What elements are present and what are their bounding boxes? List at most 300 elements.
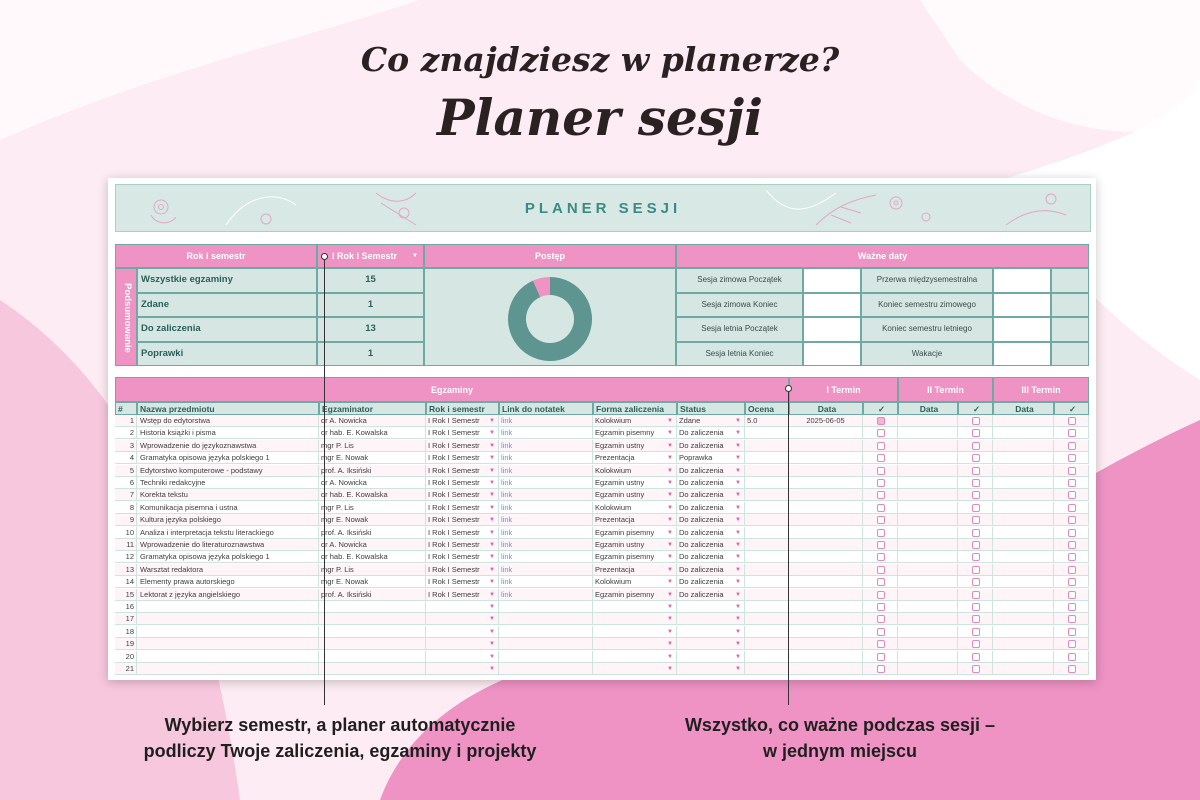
check-cell[interactable] [1054, 564, 1089, 576]
form-cell[interactable] [593, 452, 677, 464]
checkbox[interactable] [1068, 454, 1076, 462]
checkbox[interactable] [972, 429, 980, 437]
form-cell[interactable] [593, 440, 677, 452]
checkbox[interactable] [877, 566, 885, 574]
date-cell[interactable] [993, 638, 1054, 650]
date-cell[interactable] [898, 477, 958, 489]
checkbox[interactable] [1068, 491, 1076, 499]
link-cell[interactable] [499, 477, 593, 489]
checkbox[interactable] [877, 454, 885, 462]
date-cell[interactable] [789, 551, 863, 563]
date-cell[interactable] [993, 477, 1054, 489]
check-cell[interactable] [1054, 638, 1089, 650]
link-cell[interactable] [499, 415, 593, 427]
checkbox[interactable] [1068, 541, 1076, 549]
grade-cell[interactable] [745, 551, 789, 563]
status-cell[interactable] [677, 452, 745, 464]
check-cell[interactable] [1054, 601, 1089, 613]
check-cell[interactable] [863, 589, 898, 601]
link-cell[interactable] [499, 440, 593, 452]
check-cell[interactable] [863, 452, 898, 464]
form-cell[interactable] [593, 589, 677, 601]
date-cell[interactable] [993, 551, 1054, 563]
checkbox[interactable] [972, 615, 980, 623]
form-cell[interactable] [593, 527, 677, 539]
check-cell[interactable] [863, 613, 898, 625]
year-cell[interactable] [426, 415, 499, 427]
check-cell[interactable] [958, 539, 993, 551]
check-cell[interactable] [1054, 663, 1089, 675]
date-cell[interactable] [993, 527, 1054, 539]
form-cell[interactable] [593, 477, 677, 489]
form-cell[interactable] [593, 551, 677, 563]
form-cell[interactable] [593, 613, 677, 625]
checkbox[interactable] [972, 591, 980, 599]
checkbox[interactable] [1068, 566, 1076, 574]
checkbox[interactable] [1068, 467, 1076, 475]
year-cell[interactable] [426, 489, 499, 501]
grade-cell[interactable] [745, 564, 789, 576]
check-cell[interactable] [958, 502, 993, 514]
check-cell[interactable] [958, 601, 993, 613]
form-cell[interactable] [593, 651, 677, 663]
date-cell[interactable] [993, 502, 1054, 514]
status-cell[interactable] [677, 527, 745, 539]
checkbox[interactable] [877, 442, 885, 450]
checkbox[interactable] [877, 615, 885, 623]
checkbox[interactable] [1068, 529, 1076, 537]
year-cell[interactable] [426, 564, 499, 576]
link-cell[interactable] [499, 576, 593, 588]
checkbox[interactable] [877, 553, 885, 561]
year-cell[interactable] [426, 514, 499, 526]
grade-cell[interactable] [745, 465, 789, 477]
date-cell[interactable] [789, 477, 863, 489]
checkbox[interactable] [1068, 504, 1076, 512]
link-cell[interactable] [499, 502, 593, 514]
checkbox[interactable] [972, 553, 980, 561]
check-cell[interactable] [958, 452, 993, 464]
grade-cell[interactable] [745, 489, 789, 501]
check-cell[interactable] [958, 415, 993, 427]
check-cell[interactable] [958, 589, 993, 601]
year-cell[interactable] [426, 551, 499, 563]
link-cell[interactable] [499, 589, 593, 601]
checkbox[interactable] [877, 516, 885, 524]
checkbox[interactable] [877, 640, 885, 648]
check-cell[interactable] [958, 514, 993, 526]
date-cell[interactable] [789, 589, 863, 601]
date-cell[interactable] [898, 564, 958, 576]
check-cell[interactable] [1054, 415, 1089, 427]
date-cell[interactable] [898, 589, 958, 601]
checkbox[interactable] [877, 541, 885, 549]
status-cell[interactable] [677, 465, 745, 477]
status-cell[interactable] [677, 514, 745, 526]
checkbox[interactable] [972, 653, 980, 661]
grade-cell[interactable] [745, 477, 789, 489]
date-cell[interactable] [993, 440, 1054, 452]
check-cell[interactable] [958, 477, 993, 489]
check-cell[interactable] [863, 440, 898, 452]
form-cell[interactable] [593, 465, 677, 477]
checkbox[interactable] [1068, 553, 1076, 561]
status-cell[interactable] [677, 489, 745, 501]
checkbox[interactable] [1068, 603, 1076, 611]
checkbox[interactable] [972, 454, 980, 462]
status-cell[interactable] [677, 415, 745, 427]
check-cell[interactable] [1054, 465, 1089, 477]
check-cell[interactable] [863, 427, 898, 439]
form-cell[interactable] [593, 415, 677, 427]
check-cell[interactable] [958, 427, 993, 439]
year-cell[interactable] [426, 502, 499, 514]
checkbox[interactable] [1068, 665, 1076, 673]
check-cell[interactable] [1054, 427, 1089, 439]
checkbox[interactable] [877, 529, 885, 537]
checkbox[interactable] [1068, 516, 1076, 524]
form-cell[interactable] [593, 427, 677, 439]
grade-cell[interactable] [745, 452, 789, 464]
checkbox[interactable] [877, 491, 885, 499]
status-cell[interactable] [677, 551, 745, 563]
check-cell[interactable] [1054, 440, 1089, 452]
check-cell[interactable] [958, 564, 993, 576]
date-cell[interactable] [993, 576, 1054, 588]
grade-cell[interactable] [745, 638, 789, 650]
date-input[interactable] [803, 293, 861, 318]
checkbox[interactable] [1068, 417, 1076, 425]
check-cell[interactable] [1054, 477, 1089, 489]
link-cell[interactable] [499, 514, 593, 526]
checkbox[interactable] [1068, 578, 1076, 586]
date-cell[interactable] [789, 502, 863, 514]
status-cell[interactable] [677, 663, 745, 675]
grade-cell[interactable] [745, 663, 789, 675]
status-cell[interactable] [677, 427, 745, 439]
date-input[interactable] [993, 342, 1051, 367]
date-input[interactable] [993, 268, 1051, 293]
link-cell[interactable] [499, 539, 593, 551]
date-cell[interactable] [898, 415, 958, 427]
status-cell[interactable] [677, 601, 745, 613]
status-cell[interactable] [677, 638, 745, 650]
grade-cell[interactable] [745, 527, 789, 539]
date-input[interactable] [803, 317, 861, 342]
checkbox[interactable] [1068, 479, 1076, 487]
date-cell[interactable] [898, 601, 958, 613]
checkbox[interactable] [972, 417, 980, 425]
date-cell[interactable] [898, 465, 958, 477]
checkbox[interactable] [1068, 429, 1076, 437]
date-cell[interactable] [789, 440, 863, 452]
checkbox[interactable] [877, 591, 885, 599]
check-cell[interactable] [863, 502, 898, 514]
year-semester-select[interactable] [317, 244, 424, 268]
year-cell[interactable] [426, 452, 499, 464]
date-cell[interactable] [898, 651, 958, 663]
link-cell[interactable] [499, 527, 593, 539]
date-cell[interactable] [789, 626, 863, 638]
check-cell[interactable] [1054, 626, 1089, 638]
check-cell[interactable] [958, 489, 993, 501]
link-cell[interactable] [499, 663, 593, 675]
status-cell[interactable] [677, 651, 745, 663]
year-cell[interactable] [426, 465, 499, 477]
check-cell[interactable] [958, 663, 993, 675]
checkbox[interactable] [972, 628, 980, 636]
date-cell[interactable] [993, 613, 1054, 625]
date-input[interactable] [993, 317, 1051, 342]
status-cell[interactable] [677, 576, 745, 588]
check-cell[interactable] [863, 651, 898, 663]
checkbox[interactable] [972, 516, 980, 524]
checkbox[interactable] [877, 479, 885, 487]
check-cell[interactable] [863, 551, 898, 563]
grade-cell[interactable] [745, 576, 789, 588]
date-cell[interactable] [789, 514, 863, 526]
check-cell[interactable] [1054, 489, 1089, 501]
checkbox[interactable] [972, 442, 980, 450]
year-cell[interactable] [426, 427, 499, 439]
date-cell[interactable] [993, 626, 1054, 638]
grade-cell[interactable] [745, 589, 789, 601]
date-cell[interactable] [993, 564, 1054, 576]
date-cell[interactable] [898, 452, 958, 464]
year-cell[interactable] [426, 651, 499, 663]
date-cell[interactable] [789, 527, 863, 539]
check-cell[interactable] [958, 651, 993, 663]
link-cell[interactable] [499, 613, 593, 625]
check-cell[interactable] [863, 564, 898, 576]
checkbox[interactable] [877, 653, 885, 661]
date-cell[interactable] [789, 539, 863, 551]
checkbox[interactable] [972, 566, 980, 574]
check-cell[interactable] [863, 539, 898, 551]
link-cell[interactable] [499, 465, 593, 477]
date-cell[interactable] [789, 489, 863, 501]
grade-cell[interactable] [745, 427, 789, 439]
check-cell[interactable] [958, 638, 993, 650]
checkbox[interactable] [972, 504, 980, 512]
date-cell[interactable] [993, 651, 1054, 663]
year-cell[interactable] [426, 663, 499, 675]
date-cell[interactable] [898, 514, 958, 526]
checkbox[interactable] [972, 467, 980, 475]
year-cell[interactable] [426, 527, 499, 539]
checkbox[interactable] [877, 578, 885, 586]
date-cell[interactable] [789, 663, 863, 675]
check-cell[interactable] [1054, 527, 1089, 539]
date-cell[interactable] [993, 427, 1054, 439]
form-cell[interactable] [593, 502, 677, 514]
date-cell[interactable] [993, 539, 1054, 551]
date-cell[interactable] [789, 613, 863, 625]
grade-cell[interactable] [745, 539, 789, 551]
date-input[interactable] [993, 293, 1051, 318]
check-cell[interactable] [863, 514, 898, 526]
date-cell[interactable] [789, 576, 863, 588]
date-cell[interactable] [993, 452, 1054, 464]
check-cell[interactable] [1054, 502, 1089, 514]
date-cell[interactable] [993, 489, 1054, 501]
grade-cell[interactable] [745, 415, 789, 427]
checkbox[interactable] [1068, 442, 1076, 450]
checkbox[interactable] [972, 578, 980, 586]
checkbox[interactable] [1068, 615, 1076, 623]
date-cell[interactable] [993, 663, 1054, 675]
form-cell[interactable] [593, 564, 677, 576]
date-cell[interactable] [898, 489, 958, 501]
date-cell[interactable] [898, 638, 958, 650]
check-cell[interactable] [863, 465, 898, 477]
check-cell[interactable] [863, 527, 898, 539]
year-cell[interactable] [426, 477, 499, 489]
check-cell[interactable] [863, 415, 898, 427]
year-cell[interactable] [426, 539, 499, 551]
date-cell[interactable] [993, 601, 1054, 613]
status-cell[interactable] [677, 539, 745, 551]
date-cell[interactable] [898, 427, 958, 439]
status-cell[interactable] [677, 613, 745, 625]
date-cell[interactable] [789, 427, 863, 439]
check-cell[interactable] [1054, 551, 1089, 563]
date-input[interactable] [803, 342, 861, 367]
status-cell[interactable] [677, 477, 745, 489]
year-cell[interactable] [426, 576, 499, 588]
date-cell[interactable] [993, 415, 1054, 427]
check-cell[interactable] [958, 465, 993, 477]
link-cell[interactable] [499, 601, 593, 613]
check-cell[interactable] [958, 527, 993, 539]
check-cell[interactable] [863, 489, 898, 501]
checkbox[interactable] [972, 491, 980, 499]
year-cell[interactable] [426, 613, 499, 625]
form-cell[interactable] [593, 576, 677, 588]
date-cell[interactable] [898, 440, 958, 452]
check-cell[interactable] [958, 613, 993, 625]
grade-cell[interactable] [745, 502, 789, 514]
link-cell[interactable] [499, 638, 593, 650]
status-cell[interactable] [677, 440, 745, 452]
date-cell[interactable] [898, 613, 958, 625]
check-cell[interactable] [958, 626, 993, 638]
year-cell[interactable] [426, 601, 499, 613]
check-cell[interactable] [1054, 613, 1089, 625]
form-cell[interactable] [593, 663, 677, 675]
date-cell[interactable] [898, 551, 958, 563]
checkbox[interactable] [972, 665, 980, 673]
link-cell[interactable] [499, 651, 593, 663]
checkbox[interactable] [877, 665, 885, 673]
grade-cell[interactable] [745, 651, 789, 663]
check-cell[interactable] [1054, 452, 1089, 464]
checkbox[interactable] [877, 467, 885, 475]
date-cell[interactable] [789, 564, 863, 576]
checkbox[interactable] [972, 603, 980, 611]
year-cell[interactable] [426, 440, 499, 452]
form-cell[interactable] [593, 626, 677, 638]
date-cell[interactable] [789, 638, 863, 650]
checkbox[interactable] [1068, 591, 1076, 599]
link-cell[interactable] [499, 564, 593, 576]
date-cell[interactable] [789, 651, 863, 663]
checkbox[interactable] [1068, 628, 1076, 636]
checkbox[interactable] [877, 628, 885, 636]
status-cell[interactable] [677, 564, 745, 576]
check-cell[interactable] [863, 663, 898, 675]
checkbox[interactable] [972, 479, 980, 487]
check-cell[interactable] [1054, 514, 1089, 526]
checkbox[interactable] [1068, 653, 1076, 661]
check-cell[interactable] [863, 601, 898, 613]
checkbox[interactable] [877, 429, 885, 437]
check-cell[interactable] [863, 576, 898, 588]
form-cell[interactable] [593, 514, 677, 526]
grade-cell[interactable] [745, 514, 789, 526]
year-cell[interactable] [426, 638, 499, 650]
check-cell[interactable] [863, 638, 898, 650]
check-cell[interactable] [1054, 576, 1089, 588]
date-cell[interactable] [898, 576, 958, 588]
check-cell[interactable] [863, 477, 898, 489]
checkbox[interactable] [1068, 640, 1076, 648]
check-cell[interactable] [958, 440, 993, 452]
link-cell[interactable] [499, 452, 593, 464]
date-cell[interactable] [789, 452, 863, 464]
date-input[interactable] [803, 268, 861, 293]
checkbox[interactable] [972, 529, 980, 537]
status-cell[interactable] [677, 502, 745, 514]
date-cell[interactable] [993, 514, 1054, 526]
status-cell[interactable] [677, 589, 745, 601]
link-cell[interactable] [499, 551, 593, 563]
date-cell[interactable] [898, 502, 958, 514]
date-cell[interactable] [993, 465, 1054, 477]
date-cell[interactable] [898, 626, 958, 638]
check-cell[interactable] [1054, 651, 1089, 663]
date-cell[interactable] [993, 589, 1054, 601]
date-cell[interactable] [898, 663, 958, 675]
check-cell[interactable] [958, 576, 993, 588]
form-cell[interactable] [593, 489, 677, 501]
checkbox[interactable] [972, 640, 980, 648]
check-cell[interactable] [1054, 589, 1089, 601]
form-cell[interactable] [593, 638, 677, 650]
date-cell[interactable] [789, 415, 863, 427]
checkbox[interactable] [972, 541, 980, 549]
date-cell[interactable] [789, 465, 863, 477]
status-cell[interactable] [677, 626, 745, 638]
link-cell[interactable] [499, 626, 593, 638]
grade-cell[interactable] [745, 613, 789, 625]
grade-cell[interactable] [745, 626, 789, 638]
check-cell[interactable] [958, 551, 993, 563]
checkbox[interactable] [877, 417, 885, 425]
year-cell[interactable] [426, 626, 499, 638]
check-cell[interactable] [1054, 539, 1089, 551]
form-cell[interactable] [593, 539, 677, 551]
link-cell[interactable] [499, 427, 593, 439]
check-cell[interactable] [863, 626, 898, 638]
link-cell[interactable] [499, 489, 593, 501]
form-cell[interactable] [593, 601, 677, 613]
year-cell[interactable] [426, 589, 499, 601]
checkbox[interactable] [877, 603, 885, 611]
grade-cell[interactable] [745, 440, 789, 452]
date-cell[interactable] [898, 539, 958, 551]
date-cell[interactable] [789, 601, 863, 613]
